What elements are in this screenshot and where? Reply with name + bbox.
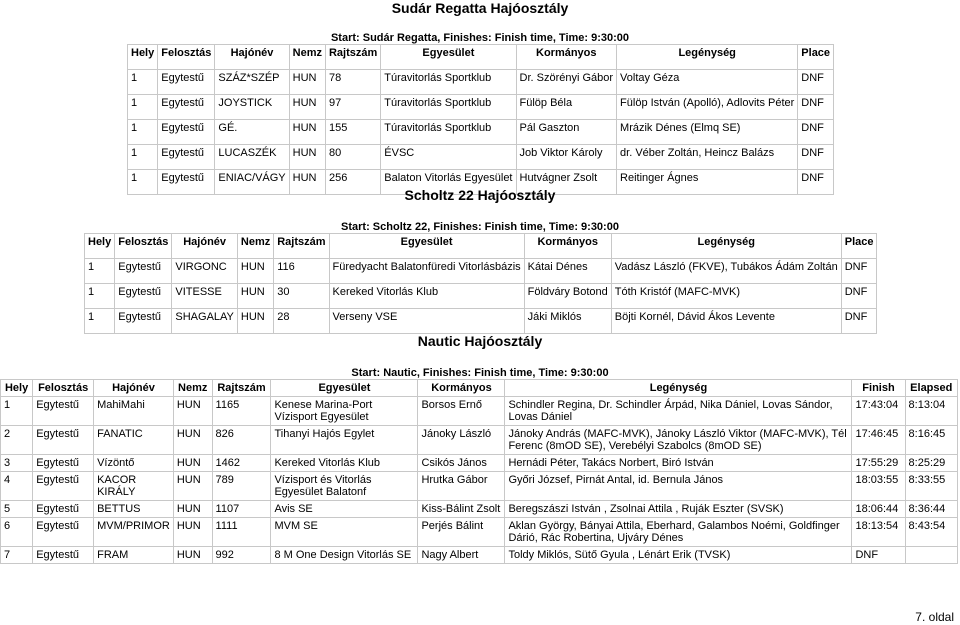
table-cell: Egytestű bbox=[115, 309, 172, 334]
section-title-scholtz: Scholtz 22 Hajóosztály bbox=[404, 187, 556, 203]
table-cell: Jáki Miklós bbox=[524, 309, 611, 334]
table-header-row bbox=[85, 234, 877, 259]
table-cell: HUN bbox=[289, 70, 325, 95]
table-cell: 8:33:55 bbox=[905, 472, 957, 501]
table-cell: Egytestű bbox=[33, 455, 94, 472]
table-cell: 7 bbox=[1, 547, 33, 564]
table-cell: MahiMahi bbox=[94, 397, 174, 426]
table-cell: Voltay Géza bbox=[617, 70, 798, 95]
table-cell: HUN bbox=[173, 426, 212, 455]
column-header: Egyesület bbox=[271, 380, 418, 397]
table-cell: 17:43:04 bbox=[852, 397, 905, 426]
table-row bbox=[1, 501, 958, 518]
table-cell: HUN bbox=[237, 259, 273, 284]
table-cell: Jánoky András (MAFC-MVK), Jánoky László Viktor (MAFC-MVK), Tél Ferenc (8mOD SE), Verebélyi Szabolcs (8mOD SE) bbox=[505, 426, 852, 455]
table-cell: Verseny VSE bbox=[329, 309, 524, 334]
start-info-nautic: Start: Nautic, Finishes: Finish time, Time: 9:30:00 bbox=[351, 367, 609, 379]
table-cell: Egytestű bbox=[33, 472, 94, 501]
table-row bbox=[128, 145, 834, 170]
table-cell: 5 bbox=[1, 501, 33, 518]
table-cell: Győri József, Pirnát Antal, id. Bernula János bbox=[505, 472, 852, 501]
table-cell: 8:13:04 bbox=[905, 397, 957, 426]
table-header-row bbox=[128, 45, 834, 70]
table-row bbox=[128, 120, 834, 145]
table-cell: 992 bbox=[212, 547, 271, 564]
column-header: Hajónév bbox=[172, 234, 238, 259]
table-cell: Kiss-Bálint Zsolt bbox=[418, 501, 505, 518]
table-row bbox=[128, 95, 834, 120]
table-cell: Tóth Kristóf (MAFC-MVK) bbox=[611, 284, 841, 309]
table-cell: 2 bbox=[1, 426, 33, 455]
table-cell: Vízöntő bbox=[94, 455, 174, 472]
table-cell: VITESSE bbox=[172, 284, 238, 309]
column-header: Hajónév bbox=[215, 45, 289, 70]
table-cell: Nagy Albert bbox=[418, 547, 505, 564]
table-cell: Csikós János bbox=[418, 455, 505, 472]
table-cell: LUCASZÉK bbox=[215, 145, 289, 170]
column-header: Legénység bbox=[611, 234, 841, 259]
table-row bbox=[1, 547, 958, 564]
table-cell: HUN bbox=[173, 501, 212, 518]
table-cell: HUN bbox=[289, 95, 325, 120]
table-cell: 826 bbox=[212, 426, 271, 455]
table-row bbox=[1, 397, 958, 426]
column-header: Finish bbox=[852, 380, 905, 397]
column-header: Egyesület bbox=[329, 234, 524, 259]
table-cell: Perjés Bálint bbox=[418, 518, 505, 547]
table-cell: 256 bbox=[325, 170, 380, 195]
table-cell: 1 bbox=[85, 284, 115, 309]
page-number: 7. oldal bbox=[915, 610, 954, 624]
table-cell: Vadász László (FKVE), Tubákos Ádám Zoltán bbox=[611, 259, 841, 284]
table-cell: DNF bbox=[798, 170, 834, 195]
table-cell: Mrázik Dénes (Elmq SE) bbox=[617, 120, 798, 145]
table-cell: Hernádi Péter, Takács Norbert, Biró István bbox=[505, 455, 852, 472]
table-cell: Túravitorlás Sportklub bbox=[381, 95, 516, 120]
table-cell: MVM/PRIMOR bbox=[94, 518, 174, 547]
table-cell: Fülöp István (Apolló), Adlovits Péter bbox=[617, 95, 798, 120]
table-cell: 17:46:45 bbox=[852, 426, 905, 455]
table-cell: 1462 bbox=[212, 455, 271, 472]
column-header: Hely bbox=[85, 234, 115, 259]
table-cell: Pál Gaszton bbox=[516, 120, 617, 145]
table-cell: 8:36:44 bbox=[905, 501, 957, 518]
table-cell: Egytestű bbox=[158, 95, 215, 120]
table-cell: Egytestű bbox=[33, 547, 94, 564]
column-header: Hely bbox=[128, 45, 158, 70]
table-cell: Borsos Ernő bbox=[418, 397, 505, 426]
table-cell: 30 bbox=[274, 284, 329, 309]
column-header: Place bbox=[798, 45, 834, 70]
table-cell: Egytestű bbox=[33, 518, 94, 547]
table-cell: HUN bbox=[237, 284, 273, 309]
table-cell: 1107 bbox=[212, 501, 271, 518]
column-header: Place bbox=[841, 234, 877, 259]
column-header: Hely bbox=[1, 380, 33, 397]
table-cell: Jánoky László bbox=[418, 426, 505, 455]
table-cell: 18:13:54 bbox=[852, 518, 905, 547]
table-cell: 8:43:54 bbox=[905, 518, 957, 547]
table-cell: 28 bbox=[274, 309, 329, 334]
table-cell: FRAM bbox=[94, 547, 174, 564]
column-header: Kormányos bbox=[524, 234, 611, 259]
table-cell: HUN bbox=[173, 472, 212, 501]
table-cell: HUN bbox=[173, 518, 212, 547]
table-cell: HUN bbox=[289, 120, 325, 145]
column-header: Nemz bbox=[237, 234, 273, 259]
section-title-nautic: Nautic Hajóosztály bbox=[417, 333, 543, 349]
column-header: Elapsed bbox=[905, 380, 957, 397]
table-cell: KACOR KIRÁLY bbox=[94, 472, 174, 501]
table-cell: 4 bbox=[1, 472, 33, 501]
table-row bbox=[1, 455, 958, 472]
table-row bbox=[85, 284, 877, 309]
table-cell: Egytestű bbox=[33, 397, 94, 426]
column-header: Legénység bbox=[505, 380, 852, 397]
table-cell: HUN bbox=[173, 455, 212, 472]
table-cell: Egytestű bbox=[115, 259, 172, 284]
table-header-row bbox=[1, 380, 958, 397]
table-row bbox=[128, 70, 834, 95]
table-cell: Toldy Miklós, Sütő Gyula , Lénárt Erik (TVSK) bbox=[505, 547, 852, 564]
table-row bbox=[85, 259, 877, 284]
table-cell: DNF bbox=[798, 70, 834, 95]
table-cell: 1 bbox=[85, 309, 115, 334]
table-cell: 97 bbox=[325, 95, 380, 120]
table-cell: SHAGALAY bbox=[172, 309, 238, 334]
table-cell: Beregszászi István , Zsolnai Attila , Ruják Eszter (SVSK) bbox=[505, 501, 852, 518]
table-cell: Kereked Vitorlás Klub bbox=[271, 455, 418, 472]
table-cell: VIRGONC bbox=[172, 259, 238, 284]
table-cell: DNF bbox=[798, 95, 834, 120]
table-cell: HUN bbox=[173, 397, 212, 426]
table-cell: GÉ. bbox=[215, 120, 289, 145]
column-header: Nemz bbox=[289, 45, 325, 70]
table-cell: 8 M One Design Vitorlás SE bbox=[271, 547, 418, 564]
table-cell: 1 bbox=[128, 70, 158, 95]
column-header: Rajtszám bbox=[274, 234, 329, 259]
start-info-sudar: Start: Sudár Regatta, Finishes: Finish time, Time: 9:30:00 bbox=[330, 32, 630, 44]
table-cell: HUN bbox=[173, 547, 212, 564]
table-cell: Fülöp Béla bbox=[516, 95, 617, 120]
table-cell: 78 bbox=[325, 70, 380, 95]
table-row bbox=[1, 472, 958, 501]
table-cell: Egytestű bbox=[158, 145, 215, 170]
table-cell: Túravitorlás Sportklub bbox=[381, 120, 516, 145]
start-info-scholtz: Start: Scholtz 22, Finishes: Finish time, Time: 9:30:00 bbox=[341, 221, 619, 233]
column-header: Nemz bbox=[173, 380, 212, 397]
column-header: Hajónév bbox=[94, 380, 174, 397]
table-cell: Egytestű bbox=[158, 70, 215, 95]
table-cell: SZÁZ*SZÉP bbox=[215, 70, 289, 95]
results-table-sudar bbox=[127, 44, 834, 195]
table-cell: Kenese Marina-Port Vízisport Egyesület bbox=[271, 397, 418, 426]
table-cell: Aklan György, Bányai Attila, Eberhard, Galambos Noémi, Goldfinger Dárió, Rác Robertina, Ujváry Dénes bbox=[505, 518, 852, 547]
table-cell: 80 bbox=[325, 145, 380, 170]
table-cell: DNF bbox=[841, 284, 877, 309]
table-cell: JOYSTICK bbox=[215, 95, 289, 120]
table-cell: 6 bbox=[1, 518, 33, 547]
column-header: Kormányos bbox=[418, 380, 505, 397]
table-cell: 3 bbox=[1, 455, 33, 472]
results-table-scholtz bbox=[84, 233, 877, 334]
table-cell: Túravitorlás Sportklub bbox=[381, 70, 516, 95]
column-header: Felosztás bbox=[33, 380, 94, 397]
column-header: Felosztás bbox=[158, 45, 215, 70]
table-cell: DNF bbox=[852, 547, 905, 564]
table-cell: Kereked Vitorlás Klub bbox=[329, 284, 524, 309]
table-cell: Schindler Regina, Dr. Schindler Árpád, Nika Dániel, Lovas Sándor, Lovas Dániel bbox=[505, 397, 852, 426]
column-header: Legénység bbox=[617, 45, 798, 70]
table-cell: 155 bbox=[325, 120, 380, 145]
table-cell: 1111 bbox=[212, 518, 271, 547]
table-cell: Hutvágner Zsolt bbox=[516, 170, 617, 195]
table-cell: Job Viktor Károly bbox=[516, 145, 617, 170]
table-cell: Reitinger Ágnes bbox=[617, 170, 798, 195]
table-cell: Egytestű bbox=[115, 284, 172, 309]
table-cell: FANATIC bbox=[94, 426, 174, 455]
table-cell: Böjti Kornél, Dávid Ákos Levente bbox=[611, 309, 841, 334]
table-cell: 8:25:29 bbox=[905, 455, 957, 472]
table-cell: 18:03:55 bbox=[852, 472, 905, 501]
table-cell: 1165 bbox=[212, 397, 271, 426]
column-header: Kormányos bbox=[516, 45, 617, 70]
table-cell: Hrutka Gábor bbox=[418, 472, 505, 501]
table-cell: Kátai Dénes bbox=[524, 259, 611, 284]
table-cell: dr. Véber Zoltán, Heincz Balázs bbox=[617, 145, 798, 170]
table-cell: ENIAC/VÁGY bbox=[215, 170, 289, 195]
column-header: Felosztás bbox=[115, 234, 172, 259]
table-cell: 18:06:44 bbox=[852, 501, 905, 518]
table-row bbox=[1, 518, 958, 547]
table-cell: Tihanyi Hajós Egylet bbox=[271, 426, 418, 455]
results-table-nautic bbox=[0, 379, 958, 564]
table-cell: 1 bbox=[128, 145, 158, 170]
table-cell: 116 bbox=[274, 259, 329, 284]
table-cell: BETTUS bbox=[94, 501, 174, 518]
table-cell: Dr. Szörényi Gábor bbox=[516, 70, 617, 95]
table-cell: Vízisport és Vitorlás Egyesület Balatonf bbox=[271, 472, 418, 501]
table-cell: HUN bbox=[289, 170, 325, 195]
table-cell: 1 bbox=[128, 120, 158, 145]
table-cell: 17:55:29 bbox=[852, 455, 905, 472]
table-cell: Avis SE bbox=[271, 501, 418, 518]
table-cell: DNF bbox=[841, 309, 877, 334]
table-cell: Földváry Botond bbox=[524, 284, 611, 309]
table-cell: Balaton Vitorlás Egyesület bbox=[381, 170, 516, 195]
table-cell: Egytestű bbox=[158, 120, 215, 145]
table-cell: Egytestű bbox=[33, 426, 94, 455]
table-cell: 1 bbox=[1, 397, 33, 426]
table-cell: 789 bbox=[212, 472, 271, 501]
table-cell: Egytestű bbox=[33, 501, 94, 518]
column-header: Rajtszám bbox=[212, 380, 271, 397]
table-cell: Egytestű bbox=[158, 170, 215, 195]
table-cell: ÉVSC bbox=[381, 145, 516, 170]
table-cell: DNF bbox=[798, 120, 834, 145]
table-cell: 1 bbox=[128, 95, 158, 120]
table-cell: DNF bbox=[841, 259, 877, 284]
table-cell: 1 bbox=[128, 170, 158, 195]
table-cell: HUN bbox=[289, 145, 325, 170]
column-header: Rajtszám bbox=[325, 45, 380, 70]
table-row bbox=[1, 426, 958, 455]
table-cell: 8:16:45 bbox=[905, 426, 957, 455]
table-row bbox=[85, 309, 877, 334]
table-cell: HUN bbox=[237, 309, 273, 334]
table-cell: 1 bbox=[85, 259, 115, 284]
table-cell: DNF bbox=[798, 145, 834, 170]
section-title-sudar: Sudár Regatta Hajóosztály bbox=[391, 0, 569, 16]
table-cell: MVM SE bbox=[271, 518, 418, 547]
table-cell: Füredyacht Balatonfüredi Vitorlásbázis bbox=[329, 259, 524, 284]
table-cell bbox=[905, 547, 957, 564]
column-header: Egyesület bbox=[381, 45, 516, 70]
